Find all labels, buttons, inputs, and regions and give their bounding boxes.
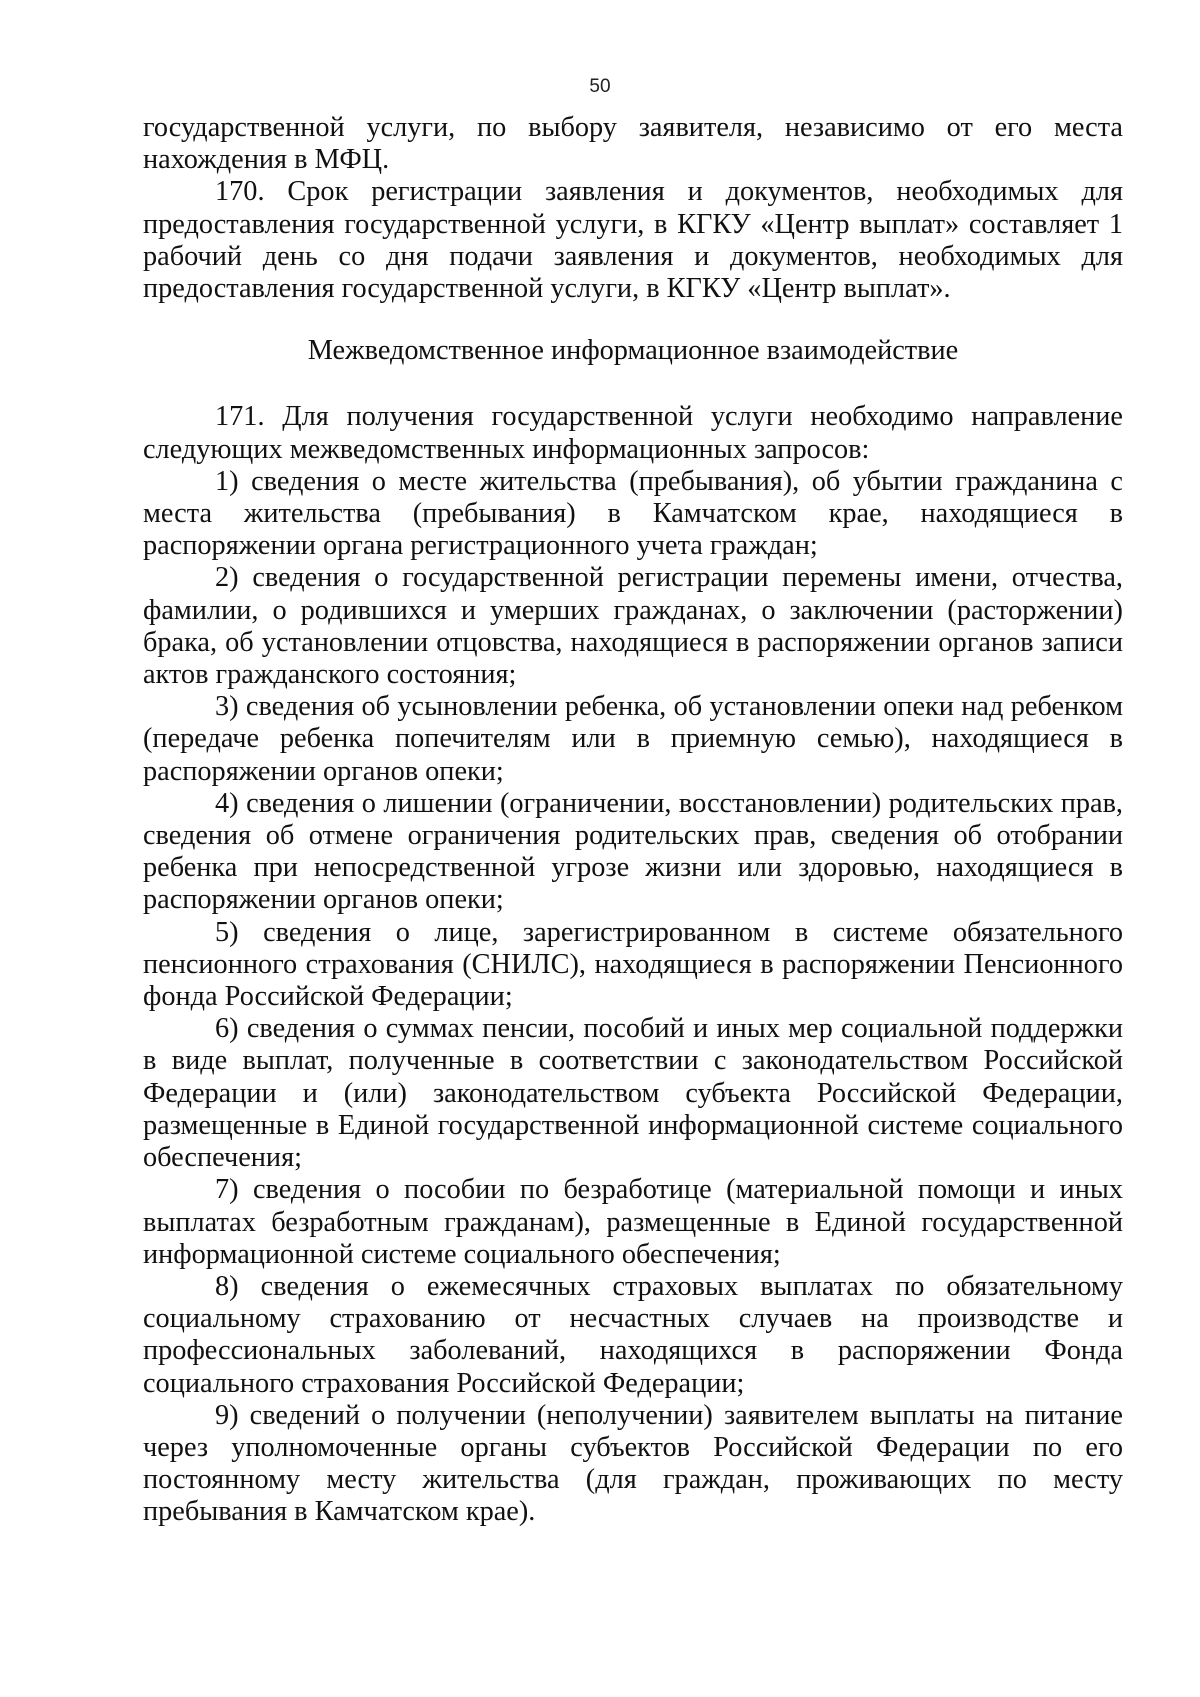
list-item: 1) сведения о месте жительства (пребывания), об убытии гражданина с места жительства (пребывания) в Камчатском крае, находящиеся в распоряжении органа регистрационного учета граждан; [143,465,1123,562]
list-item: 4) сведения о лишении (ограничении, восстановлении) родительских прав, сведения об отмене ограничения родительских прав, сведения об отобрании ребенка при непосредственной угрозе жизни или здоровью, находящиеся в распоряжении органов опеки; [143,787,1123,916]
paragraph: 171. Для получения государственной услуги необходимо направление следующих межведомственных информационных запросов: [143,401,1123,465]
list-item: 3) сведения об усыновлении ребенка, об установлении опеки над ребенком (передаче ребенка попечителям или в приемную семью), находящиеся в распоряжении органов опеки; [143,691,1123,787]
list-item: 5) сведения о лице, зарегистрированном в системе обязательного пенсионного страхования (СНИЛС), находящиеся в распоряжении Пенсионного фонда Российской Федерации; [143,916,1123,1013]
list-item: 7) сведения о пособии по безработице (материальной помощи и иных выплатах безработным гражданам), размещенные в Единой государственной информационной системе социального обеспечения; [143,1174,1123,1270]
list-item: 2) сведения о государственной регистрации перемены имени, отчества, фамилии, о родившихся и умерших гражданах, о заключении (расторжении) брака, об установлении отцовства, находящиеся в распоряжении органов записи актов гражданского состояния; [143,562,1123,691]
list-item: 6) сведения о суммах пенсии, пособий и иных мер социальной поддержки в виде выплат, полученные в соответствии с законодательством Российской Федерации и (или) законодательством субъекта Российской Федерации, размещенные в Единой государственной информационной системе социального обеспечения; [143,1013,1123,1174]
page-number: 50 [589,76,611,97]
list-item: 9) сведений о получении (неполучении) заявителем выплаты на питание через уполномоченные органы субъектов Российской Федерации по его постоянному месту жительства (для граждан, проживающих по месту пребывания в Камчатском крае). [143,1399,1123,1528]
paragraph: государственной услуги, по выбору заявителя, независимо от его места нахождения в МФЦ. [143,112,1123,176]
document-body [143,112,1123,1529]
list-item: 8) сведения о ежемесячных страховых выплатах по обязательному социальному страхованию от несчастных случаев на производстве и профессиональных заболеваний, находящихся в распоряжении Фонда социального страхования Российской Федерации; [143,1270,1123,1399]
paragraph: 170. Срок регистрации заявления и документов, необходимых для предоставления государственной услуги, в КГКУ «Центр выплат» составляет 1 рабочий день со дня подачи заявления и документов, необходимых для предоставления государственной услуги, в КГКУ «Центр выплат». [143,176,1123,305]
section-heading: Межведомственное информационное взаимодействие [307,335,959,367]
